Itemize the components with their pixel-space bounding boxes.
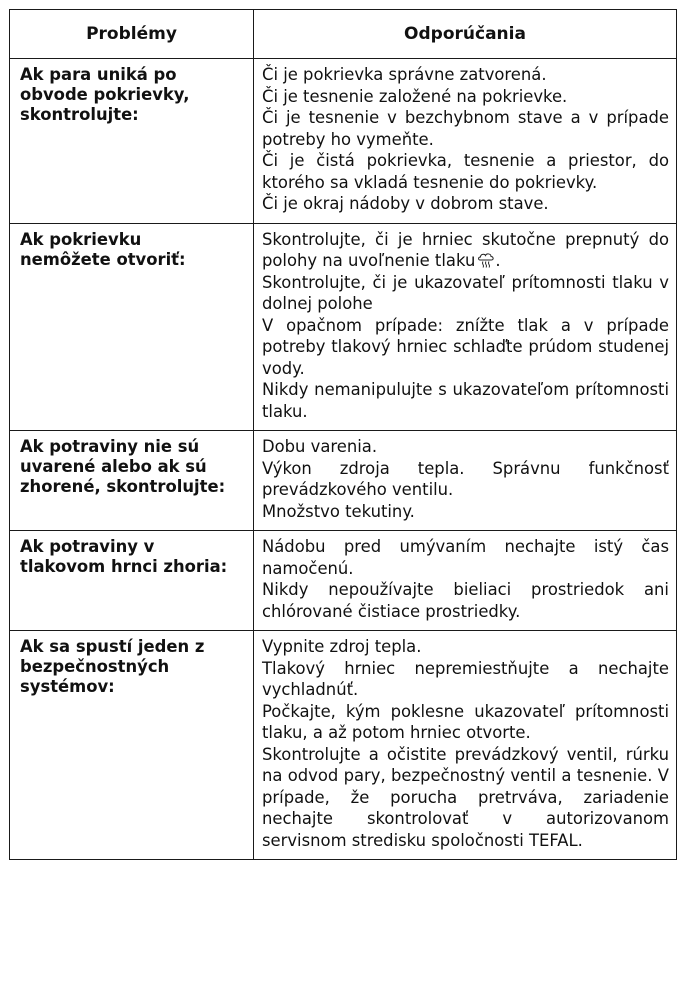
recommendation-text: Skontrolujte, či je hrniec skutočne prepnutý do polohy na uvoľnenie tlaku [262,229,669,270]
header-recommendations: Odporúčania [254,10,677,59]
recommendation-line: Skontrolujte, či je ukazovateľ prítomnosti tlaku v dolnej polohe [262,272,669,313]
recommendation-line: Nikdy nepoužívajte bieliaci prostriedok ani chlórované čistiace prostriedky. [262,580,669,621]
table-row [10,431,677,531]
troubleshooting-table [9,9,677,860]
recommendation-line: Tlakový hrniec nepremiestňujte a nechajte vychladnúť. [262,658,669,699]
recommendation-cell [254,631,677,860]
header-problems: Problémy [10,10,254,59]
table-header-row [10,10,677,59]
problem-cell [10,223,254,431]
recommendation-line: Množstvo tekutiny. [262,501,415,521]
recommendation-line: Či je okraj nádoby v dobrom stave. [262,194,549,213]
recommendation-line: Počkajte, kým poklesne ukazovateľ prítomnosti tlaku, a až potom hrniec otvorte. [262,701,669,742]
recommendation-line-with-icon [262,229,669,272]
recommendation-line: Skontrolujte a očistite prevádzkový ventil, rúrku na odvod pary, bezpečnostný ventil a tesnenie. V prípade, že porucha pretrváva, zariadenie nechajte skontrolovať v autorizovanom servisnom stredisku spoločnosti TEFAL. [262,744,669,850]
recommendation-line: Nádobu pred umývaním nechajte istý čas namočenú. [262,537,669,578]
recommendation-line: Dobu varenia. [262,437,378,456]
table-row [10,59,677,224]
table-row [10,223,677,431]
recommendation-line: Výkon zdroja tepla. Správnu funkčnosť prevádzkového ventilu. [262,458,669,499]
recommendation-line: Vypnite zdroj tepla. [262,637,422,656]
problem-text: Ak potraviny v tlakovom hrnci zhoria: [20,537,228,576]
recommendation-line: Či je čistá pokrievka, tesnenie a priestor, do ktorého sa vkladá tesnenie do pokrievky. [262,151,669,192]
problem-text: Ak pokrievku nemôžete otvoriť: [20,229,186,269]
recommendation-line: Či je pokrievka správne zatvorená. [262,65,547,84]
problem-cell [10,531,254,631]
recommendation-line: Či je tesnenie založené na pokrievke. [262,86,568,106]
problem-text: Ak potraviny nie sú uvarené alebo ak sú zhorené, skontrolujte: [20,437,226,496]
problem-text: Ak sa spustí jeden z bezpečnostných systémov: [20,637,205,696]
recommendation-cell [254,59,677,224]
problem-text: Ak para uniká po obvode pokrievky, skontrolujte: [20,65,190,124]
problem-cell [10,59,254,224]
recommendation-line: Nikdy nemanipulujte s ukazovateľom prítomnosti tlaku. [262,380,669,421]
table-row [10,631,677,860]
table-row [10,531,677,631]
problem-cell [10,631,254,860]
icon-suffix: . [495,251,501,270]
recommendation-cell [254,223,677,431]
recommendation-cell [254,431,677,531]
steam-release-icon [477,252,495,268]
recommendation-cell [254,531,677,631]
recommendation-line: Či je tesnenie v bezchybnom stave a v prípade potreby ho vymeňte. [262,108,669,149]
recommendation-line: V opačnom prípade: znížte tlak a v prípade potreby tlakový hrniec schlaďte prúdom studenej vody. [262,315,669,378]
problem-cell [10,431,254,531]
